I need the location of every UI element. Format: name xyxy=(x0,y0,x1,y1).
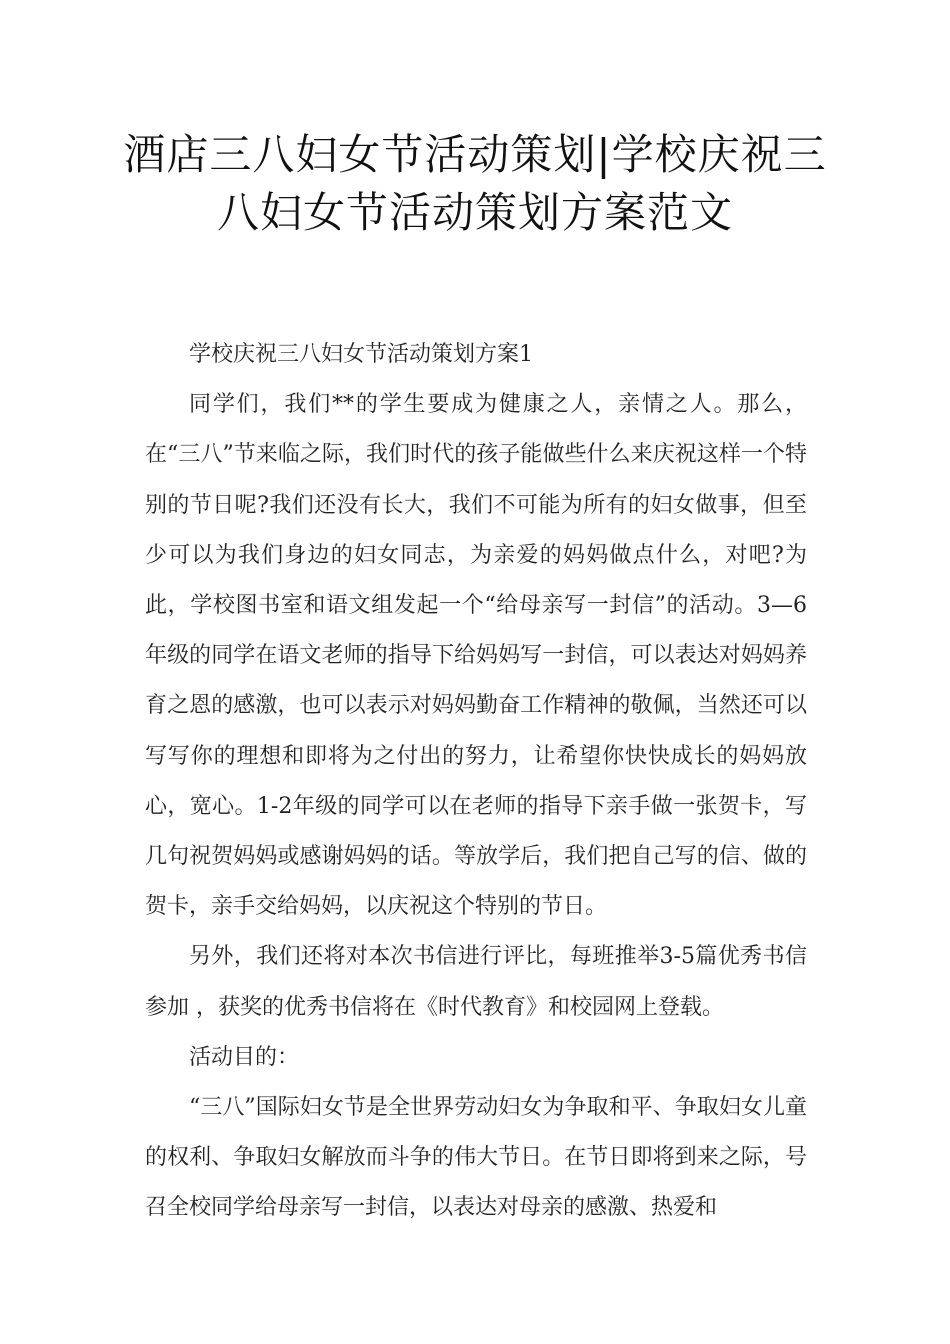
section-heading: 学校庆祝三八妇女节活动策划方案1 xyxy=(189,342,533,367)
document-title xyxy=(110,126,840,242)
document-body xyxy=(145,330,807,1234)
title-line-2: 八妇女节活动策划方案范文 xyxy=(216,188,733,237)
paragraph: “三八”国际妇女节是全世界劳动妇女为争取和平、争取妇女儿童的权利、争取妇女解放而斗争的伟大节日。在节日即将到来之际，号召全校同学给母亲写一封信，以表达对母亲的感激、热爱和 xyxy=(145,1095,807,1221)
section-heading: 活动目的： xyxy=(189,1044,300,1070)
paragraph: 另外，我们还将对本次书信进行评比，每班推举3-5篇优秀书信参加 ，获奖的优秀书信将在《时代教育》和校园网上登载。 xyxy=(145,944,807,1020)
title-line-1: 酒店三八妇女节活动策划|学校庆祝三 xyxy=(123,130,827,179)
paragraph: 同学们，我们**的学生要成为健康之人，亲情之人。那么，在“三八”节来临之际，我们时代的孩子能做些什么来庆祝这样一个特别的节日呢?我们还没有长大，我们不可能为所有的妇女做事，但至少可以为我们身边的妇女同志，为亲爱的妈妈做点什么，对吧?为此，学校图书室和语文组发起一个“给母亲写一封信”的活动。3—6年级的同学在语文老师的指导下给妈妈写一封信，可以表达对妈妈养育之恩的感激，也可以表示对妈妈勤奋工作精神的敬佩，当然还可以写写你的理想和即将为之付出的努力，让希望你快快成长的妈妈放心，宽心。1-2年级的同学可以在老师的指导下亲手做一张贺卡，写几句祝贺妈妈或感谢妈妈的话。等放学后，我们把自己写的信、做的贺卡，亲手交给妈妈，以庆祝这个特别的节日。 xyxy=(145,392,807,920)
